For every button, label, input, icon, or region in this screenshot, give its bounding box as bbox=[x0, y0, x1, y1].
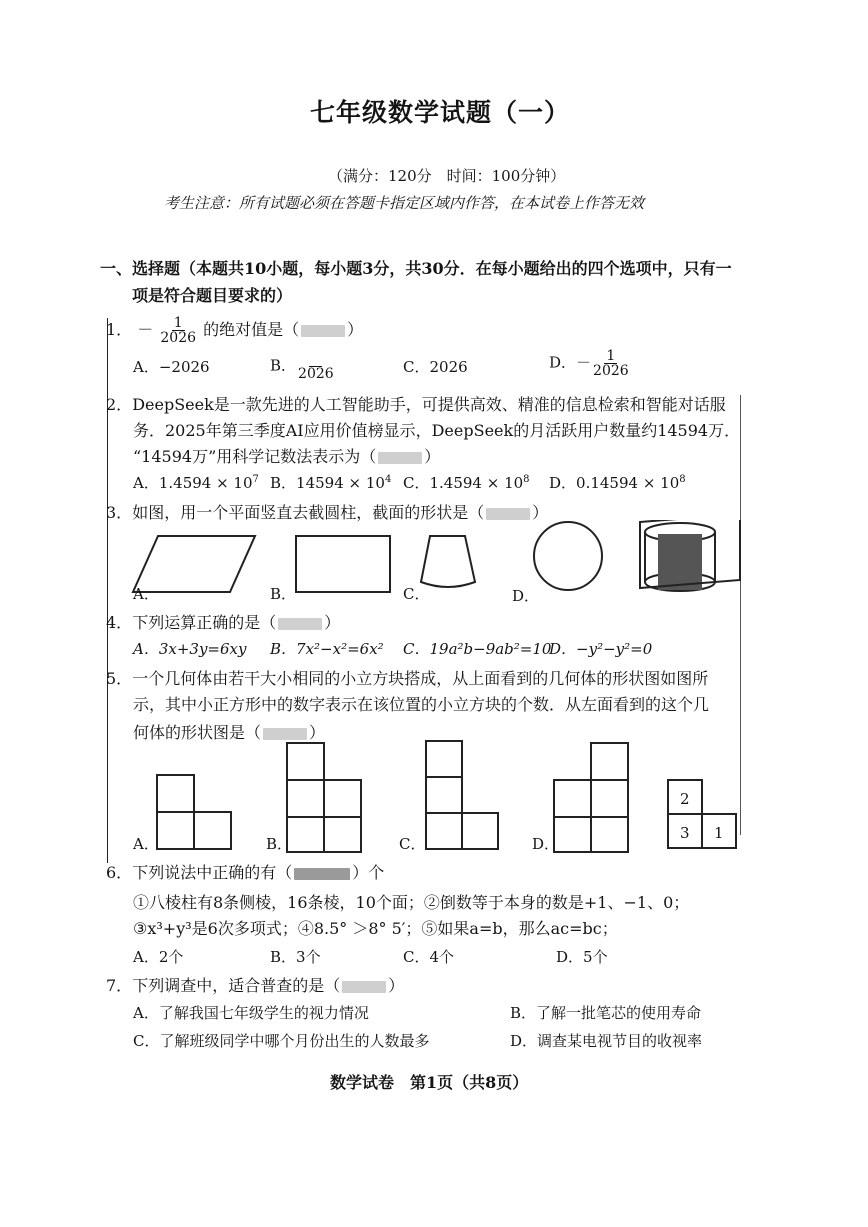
q5-option-b: B． bbox=[266, 835, 293, 853]
q6-option-a: A．2个 bbox=[133, 948, 184, 966]
q6-option-b: B．3个 bbox=[270, 948, 321, 966]
view-option-d bbox=[554, 743, 628, 852]
q5-option-d: D． bbox=[532, 835, 560, 853]
q4-option-c: C．19a²b−9ab²=10 bbox=[403, 640, 552, 658]
answer-blank bbox=[278, 618, 322, 630]
q1-option-d: D．－ $\frac{1}{2026}$ bbox=[549, 348, 629, 379]
question-1: 1． － $\frac{1}{2026}$ 的绝对值是（ ） bbox=[106, 315, 364, 346]
question-7: 7．下列调查中，适合普查的是（ ） bbox=[106, 976, 405, 995]
trapezoid-shape bbox=[421, 536, 475, 587]
q6-statements-line2: ③x³+y³是6次多项式；④8.5° ＞8° 5′；⑤如果a=b，那么ac=bc； bbox=[133, 919, 618, 938]
circle-shape bbox=[534, 522, 602, 590]
q7-option-b: B．了解一批笔芯的使用寿命 bbox=[510, 1004, 702, 1022]
page-title: 七年级数学试题（一） bbox=[310, 98, 571, 127]
q5-option-a: A． bbox=[133, 835, 159, 853]
q5-option-c: C． bbox=[399, 835, 426, 853]
top-view-count: 2 bbox=[680, 790, 690, 808]
answer-blank bbox=[342, 981, 386, 993]
view-option-c bbox=[426, 741, 498, 849]
q7-option-c: C．了解班级同学中哪个月份出生的人数最多 bbox=[133, 1032, 430, 1050]
q4-option-b: B．7x²−x²=6x² bbox=[270, 640, 384, 658]
q3-option-d: D． bbox=[512, 587, 540, 605]
question-3: 3．如图，用一个平面竖直去截圆柱，截面的形状是（ ） bbox=[106, 503, 549, 522]
minus-sign: － bbox=[137, 320, 154, 339]
section-heading-cont: 项是符合题目要求的） bbox=[132, 286, 293, 305]
answer-blank bbox=[294, 868, 350, 880]
question-2-line2: 务．2025年第三季度AI应用价值榜显示，DeepSeek的月活跃用户数量约14594万． bbox=[133, 421, 741, 440]
top-view-grid bbox=[668, 780, 736, 848]
q2-option-b: B．$14594 \times 10^4$ bbox=[270, 474, 392, 492]
question-2-line3: “14594万”用科学记数法表示为（ ） bbox=[133, 447, 441, 466]
question-5-line2: 示，其中小正方形中的数字表示在该位置的小立方块的个数．从左面看到的这个几 bbox=[133, 695, 710, 714]
q2-option-a: A．$1.4594 \times 10^7$ bbox=[133, 474, 259, 492]
question-text: DeepSeek是一款先进的人工智能助手，可提供高效、精准的信息检索和智能对话服 bbox=[132, 395, 726, 414]
question-5: 5．一个几何体由若干大小相同的小立方块搭成，从上面看到的几何体的形状图如图所 bbox=[106, 669, 709, 688]
top-view-count: 1 bbox=[714, 824, 724, 842]
q2-option-d: D．$0.14594 \times 10^8$ bbox=[549, 474, 686, 492]
q1-option-a: A．−2026 bbox=[133, 358, 210, 376]
q4-option-a: A．3x+3y=6xy bbox=[133, 640, 247, 658]
q3-option-a: A． bbox=[133, 585, 159, 603]
q6-statements-line1: ①八棱柱有8条侧棱，16条棱，10个面；②倒数等于本身的数是+1、−1、0； bbox=[133, 893, 690, 912]
view-option-b bbox=[287, 743, 361, 852]
rectangle-shape bbox=[296, 536, 390, 592]
q3-option-b: B． bbox=[270, 585, 297, 603]
q7-option-a: A．了解我国七年级学生的视力情况 bbox=[133, 1004, 369, 1022]
answer-blank bbox=[378, 452, 422, 464]
q1-option-c: C．2026 bbox=[403, 358, 468, 376]
score-info: （满分：120分 时间：100分钟） bbox=[328, 167, 566, 185]
exam-notice: 考生注意：所有试题必须在答题卡指定区域内作答，在本试卷上作答无效 bbox=[164, 194, 645, 212]
question-2: 2．DeepSeek是一款先进的人工智能助手，可提供高效、精准的信息检索和智能对话服 bbox=[106, 395, 726, 414]
q7-option-d: D．调查某电视节目的收视率 bbox=[510, 1032, 703, 1050]
q2-option-c: C．$1.4594 \times 10^8$ bbox=[403, 474, 530, 492]
view-option-a bbox=[157, 775, 231, 849]
top-view-count: 3 bbox=[680, 824, 690, 842]
question-6: 6．下列说法中正确的有（ ）个 bbox=[106, 863, 385, 882]
q3-option-c: C． bbox=[403, 585, 430, 603]
page-footer: 数学试卷 第1页（共8页） bbox=[330, 1073, 529, 1092]
question-text: 的绝对值是（ bbox=[203, 320, 300, 339]
q6-option-c: C．4个 bbox=[403, 948, 455, 966]
q1-option-b: B． 2026 bbox=[270, 352, 336, 381]
q6-option-d: D．5个 bbox=[556, 948, 608, 966]
cylinder-cut-figure bbox=[640, 520, 740, 591]
section-heading: 一、选择题（本题共10小题，每小题3分，共30分．在每小题给出的四个选项中，只有一 bbox=[100, 259, 732, 278]
question-number: 1． bbox=[106, 320, 133, 339]
q4-option-d: D．−y²−y²=0 bbox=[549, 640, 653, 658]
fraction: $\frac{1}{2026}$ bbox=[160, 315, 197, 346]
answer-blank bbox=[301, 325, 345, 337]
question-4: 4．下列运算正确的是（ ） bbox=[106, 613, 341, 632]
answer-blank bbox=[486, 508, 530, 520]
question-5-line3: 何体的形状图是（ ） bbox=[133, 723, 326, 742]
